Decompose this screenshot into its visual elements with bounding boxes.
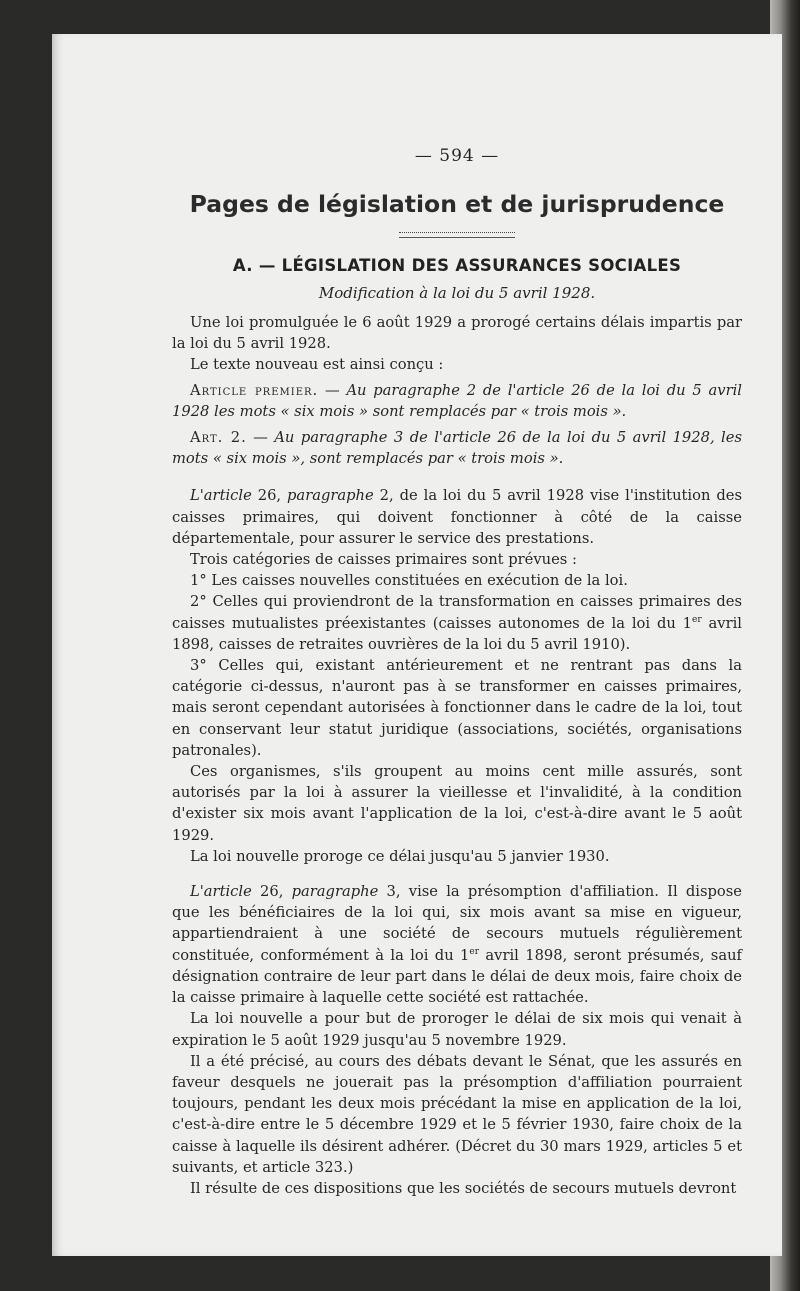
article-2-paragraph (172, 427, 742, 469)
modification-heading: Modification à la loi du 5 avril 1928. (318, 284, 596, 302)
commentary-paragraph-1 (172, 485, 742, 549)
superscript-er: er (469, 946, 480, 957)
article-2-dash: — (246, 429, 275, 447)
page-content (172, 146, 742, 1199)
article-ref: L'article (190, 883, 252, 901)
commentary-item-1: 1° Les caisses nouvelles constituées en exécution de la loi. (190, 572, 628, 590)
intro-paragraph-2: Le texte nouveau est ainsi conçu : (190, 356, 444, 374)
intro-paragraph-1: Une loi promulguée le 6 août 1929 a prorogé certains délais impartis par la loi du 5 avril 1928. (172, 314, 742, 353)
commentary-paragraph-9: La loi nouvelle a pour but de proroger le délai de six mois qui venait à expiration le 5 août 1929 jusqu'au 5 novembre 1929. (172, 1010, 742, 1049)
commentary-paragraph-7: La loi nouvelle proroge ce délai jusqu'au 5 janvier 1930. (190, 847, 610, 865)
commentary-paragraph-10: Il a été précisé, au cours des débats devant le Sénat, que les assurés en faveur desquels ne jouerait pas la présomption d'affiliation pourraient toujours, pendant les deux mois précédant la mise en application de la loi, c'est-à-dire entre le 5 décembre 1929 et le 5 février 1930, faire choix de la caisse à laquelle ils désirent adhérer. (Décret du 30 mars 1929, articles 5 et suivants, et article 323.) (172, 1052, 742, 1176)
article-1-dash: — (318, 381, 347, 399)
article-number: 26, (251, 487, 288, 505)
commentary-paragraph-8 (172, 881, 742, 1008)
commentary-item-2 (172, 591, 742, 655)
page-number: — 594 — (414, 146, 500, 166)
commentary-text-b: avril 1898, seront présumés, sauf désignation contraire de leur part dans le délai de deux mois, faire choix de la caisse primaire à laquelle cette société est rattachée. (172, 946, 742, 1007)
commentary-paragraph-2: Trois catégories de caisses primaires sont prévues : (190, 551, 577, 569)
article-ref: L'article (190, 487, 252, 505)
commentary-text: 2, de la loi du 5 avril 1928 vise l'institution des caisses primaires, qui doivent fonctionner à côté de la caisse départementale, pour assurer le service des prestations. (172, 487, 742, 547)
title-divider (399, 232, 515, 238)
section-subheading: A. — LÉGISLATION DES ASSURANCES SOCIALES (232, 256, 682, 275)
paragraph-ref: paragraphe (287, 487, 374, 505)
article-1-paragraph (172, 380, 742, 422)
commentary-text-a: 3, vise la présomption d'affiliation. Il dispose que les bénéficiaires de la loi qui, six mois avant sa mise en vigueur, appartiendraient à une société de secours mutuels régulièrement constituée, conformément à la loi du 1 (172, 883, 742, 964)
commentary-paragraph-11: Il résulte de ces dispositions que les sociétés de secours mutuels devront (190, 1179, 737, 1197)
article-2-text: Au paragraphe 3 de l'article 26 de la loi du 5 avril 1928, les mots « six mois », sont remplacés par « trois mois ». (172, 429, 742, 468)
article-1-text: Au paragraphe 2 de l'article 26 de la loi du 5 avril 1928 les mots « six mois » sont remplacés par « trois mois ». (172, 381, 742, 420)
section-title: Pages de législation et de jurisprudence (189, 190, 725, 218)
paragraph-ref: paragraphe (291, 883, 379, 901)
document-page (52, 34, 782, 1256)
commentary-item-3: 3° Celles qui, existant antérieurement et ne rentrant pas dans la catégorie ci-dessus, n'auront pas à se transformer en caisses primaires, mais seront cependant autorisées à fonctionner dans le cadre de la loi, tout en conservant leur statut juridique (associations, sociétés, organisations patronales). (172, 657, 742, 759)
commentary-paragraph-6: Ces organismes, s'ils groupent au moins cent mille assurés, sont autorisés par la loi à assurer la vieillesse et l'invalidité, à la condition d'exister six mois avant l'application de la loi, c'est-à-dire avant le 5 août 1929. (172, 763, 742, 844)
article-2-label: Art. 2. (190, 429, 247, 447)
article-1-label: Article premier. (190, 381, 319, 399)
item-2-text-b: avril 1898, caisses de retraites ouvrières de la loi du 5 avril 1910). (172, 614, 742, 653)
superscript-er: er (692, 614, 702, 625)
item-2-text-a: 2° Celles qui proviendront de la transformation en caisses primaires des caisses mutualistes préexistantes (caisses autonomes de la loi du 1 (172, 593, 742, 632)
article-number: 26, (251, 883, 292, 901)
